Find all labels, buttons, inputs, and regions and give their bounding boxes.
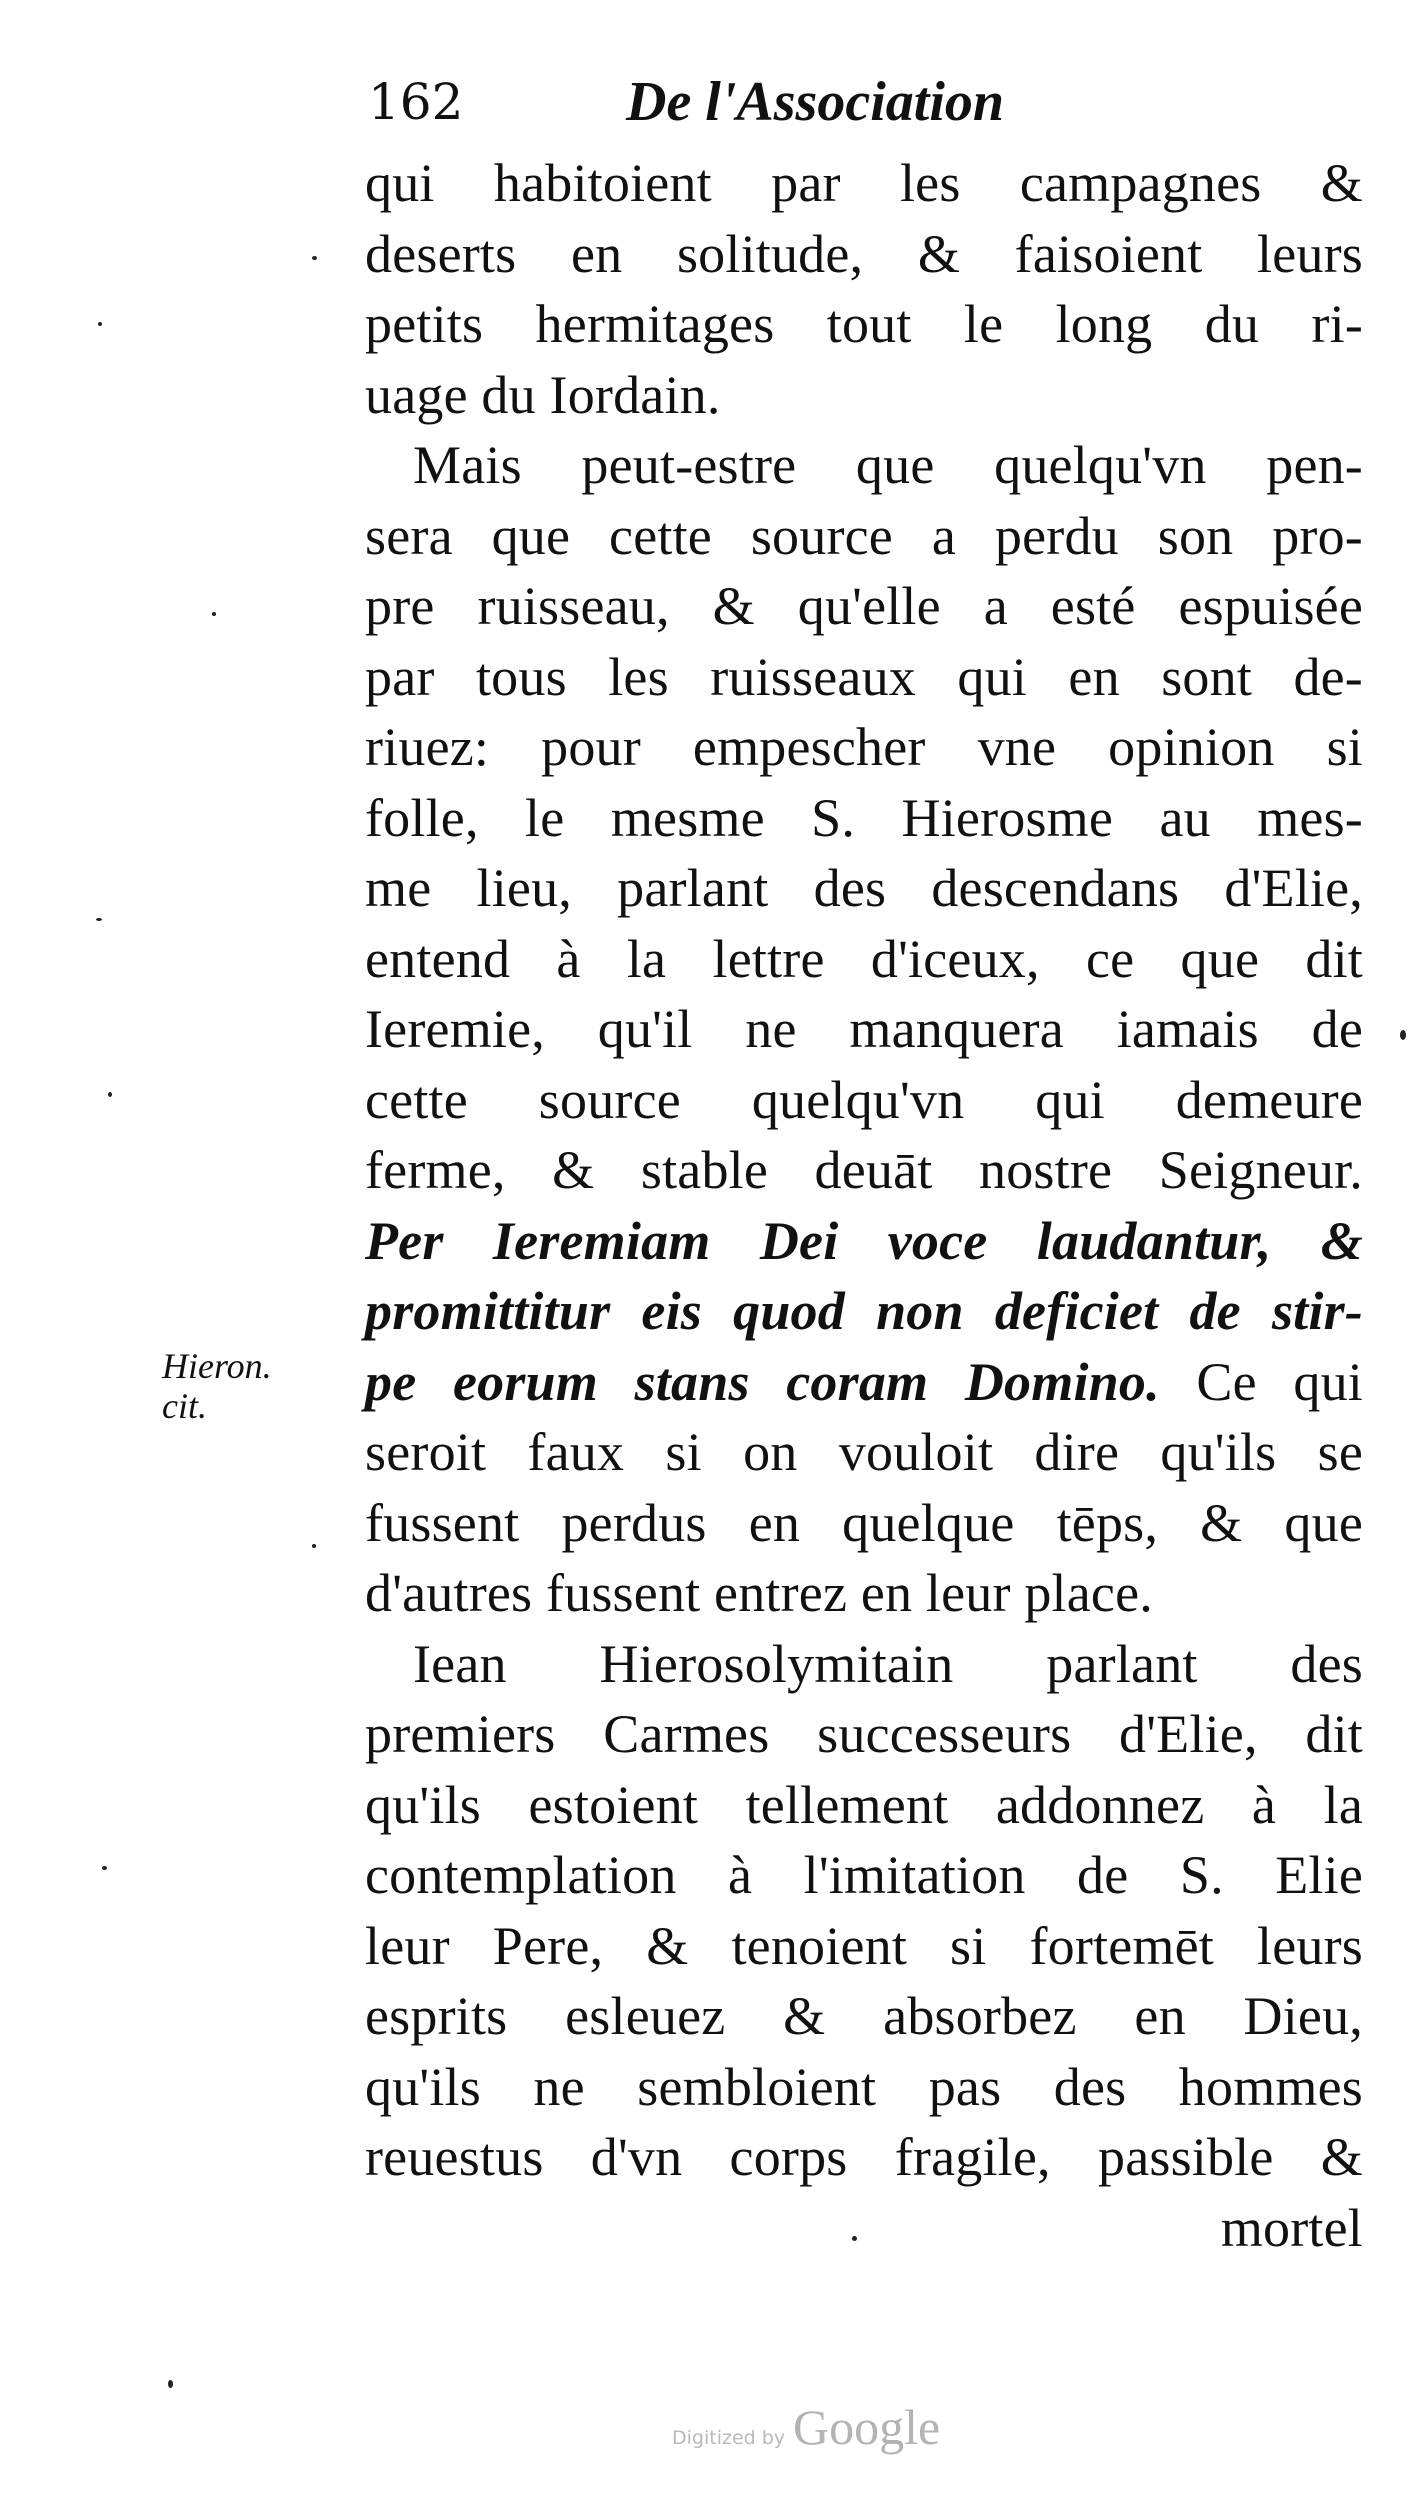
margin-note-line-1: Hieron. — [162, 1346, 272, 1386]
digitized-by-watermark — [672, 2398, 940, 2456]
text-line: entend à la lettre d'iceux, ce que dit — [365, 928, 1363, 989]
text-line: esprits esleuez & absorbez en Dieu, — [365, 1986, 1363, 2046]
text-line: cette source quelqu'vn qui demeure — [365, 1069, 1363, 1130]
scan-speck — [168, 2380, 173, 2388]
scan-speck — [102, 1866, 107, 1870]
margin-note-line-2: cit. — [162, 1386, 207, 1426]
scan-speck — [312, 1544, 316, 1548]
text-line: folle, le mesme S. Hierosme au mes- — [365, 787, 1363, 848]
text-line: sera que cette source a perdu son pro- — [365, 505, 1363, 566]
text-line: me lieu, parlant des descendans d'Elie, — [365, 858, 1363, 918]
google-logo: Google — [793, 2399, 941, 2455]
text-line: Per Ieremiam Dei voce laudantur, & — [365, 1210, 1363, 1271]
text-fragment: Ce qui — [1196, 1351, 1363, 1412]
text-line: mortel — [1220, 2197, 1363, 2258]
text-line: leur Pere, & tenoient si fortemēt leurs — [365, 1915, 1363, 1976]
page-number: 162 — [368, 73, 464, 131]
scan-speck — [312, 256, 317, 260]
text-line — [365, 1347, 1363, 1418]
scan-speck — [96, 918, 102, 921]
text-line: d'autres fussent entrez en leur place. — [365, 1563, 1153, 1623]
text-line: contemplation à l'imitation de S. Elie — [365, 1845, 1363, 1905]
text-line: promittitur eis quod non deficiet de stir- — [365, 1281, 1363, 1341]
text-line: Iean Hierosolymitain parlant des — [413, 1633, 1363, 1694]
text-line: uage du Iordain. — [365, 364, 721, 425]
text-line: par tous les ruisseaux qui en sont de- — [365, 646, 1363, 707]
text-line: riuez: pour empescher vne opinion si — [365, 717, 1363, 777]
text-line: reuestus d'vn corps fragile, passible & — [365, 2127, 1363, 2187]
text-line: ferme, & stable deuāt nostre Seigneur. — [365, 1140, 1363, 1200]
text-line: petits hermitages tout le long du ri- — [365, 294, 1363, 354]
text-line: Ieremie, qu'il ne manquera iamais de — [365, 999, 1363, 1059]
scan-speck — [98, 322, 102, 326]
text-line: fussent perdus en quelque tēps, & que — [365, 1492, 1363, 1553]
running-title: De l'Association — [626, 71, 1005, 133]
digitized-by-label: Digitized by — [672, 2427, 786, 2449]
scan-speck — [108, 1092, 112, 1097]
latin-quote-fragment: pe eorum stans coram Domino. — [365, 1351, 1160, 1412]
body-text — [365, 148, 1363, 2263]
text-line: qu'ils estoient tellement addonnez à la — [365, 1774, 1363, 1835]
text-line: pre ruisseau, & qu'elle a esté espuisée — [365, 576, 1363, 636]
scan-speck — [1400, 1030, 1406, 1040]
scan-speck — [212, 612, 216, 616]
page-header — [368, 62, 1088, 142]
scan-speck — [852, 2236, 857, 2241]
text-line: qu'ils ne sembloient pas des hommes — [365, 2056, 1363, 2117]
text-line: deserts en solitude, & faisoient leurs — [365, 223, 1363, 284]
text-line: seroit faux si on vouloit dire qu'ils se — [365, 1422, 1363, 1482]
text-line: Mais peut-estre que quelqu'vn pen- — [413, 435, 1363, 495]
margin-note — [162, 1346, 352, 1426]
text-line: qui habitoient par les campagnes & — [365, 153, 1363, 213]
text-line: premiers Carmes successeurs d'Elie, dit — [365, 1704, 1363, 1764]
